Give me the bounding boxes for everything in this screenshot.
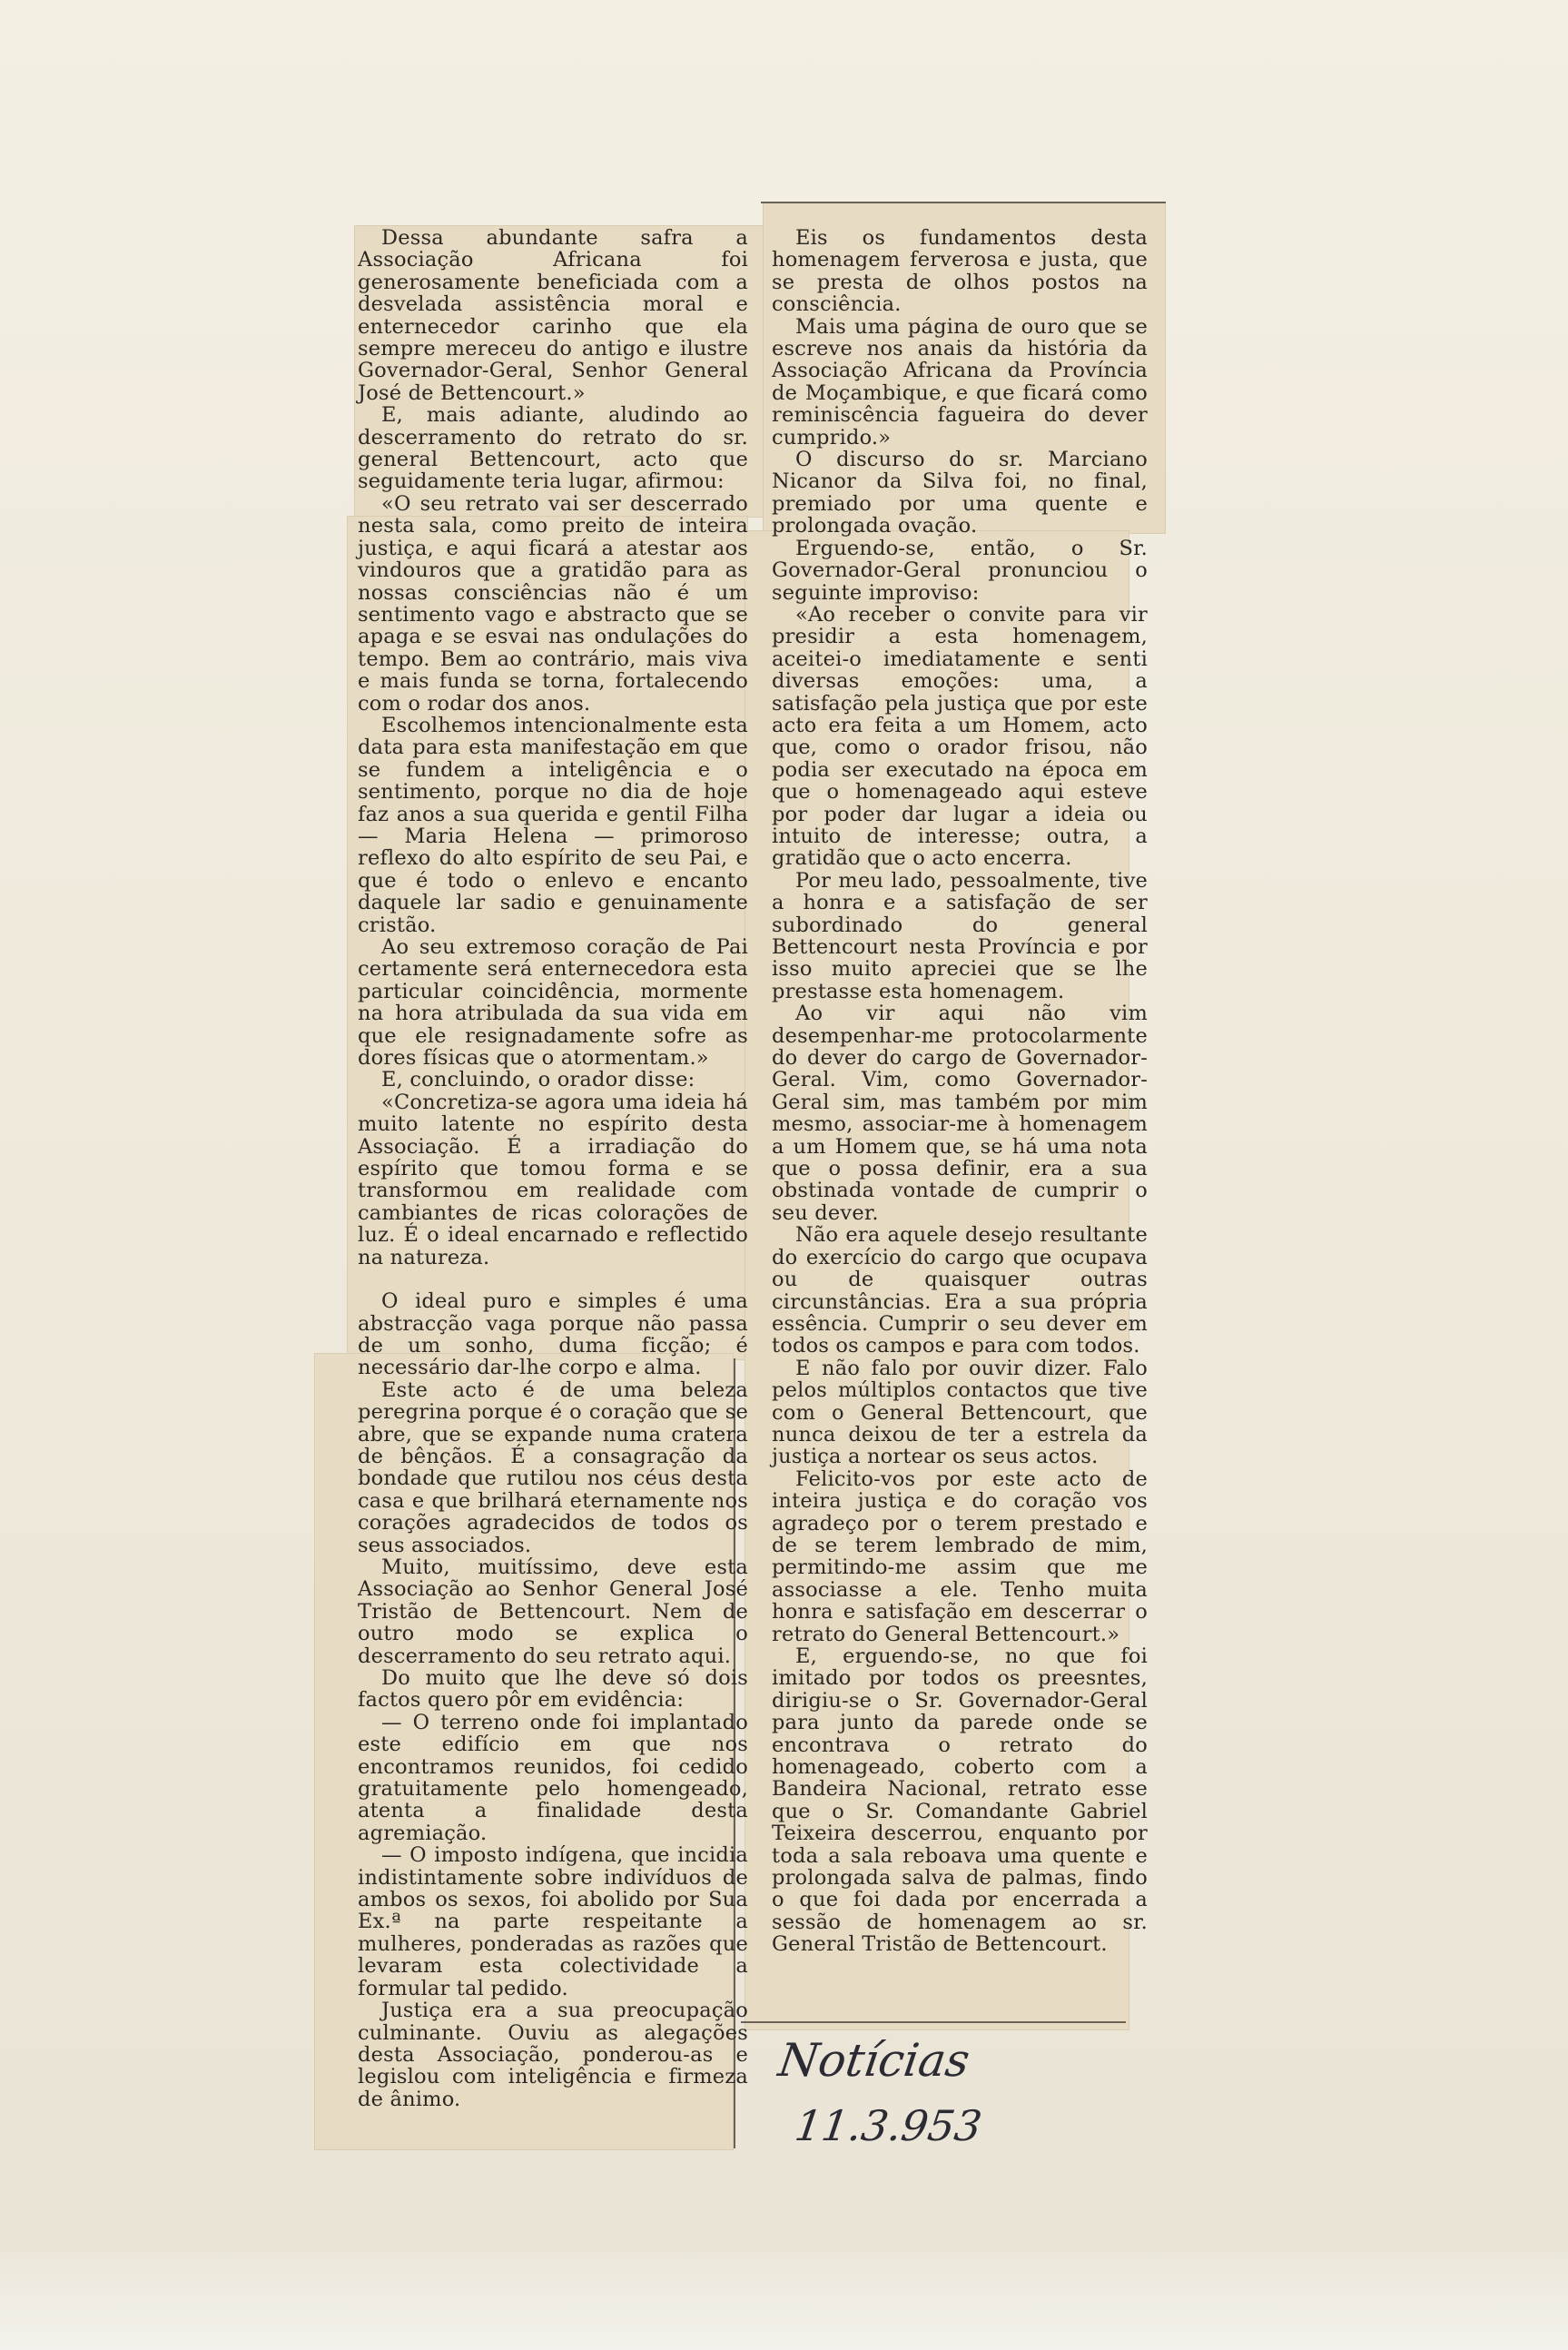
- paragraph: Felicito-vos por este acto de inteira justiça e do coração vos agradeço por o terem prestado e de se terem lembrado de mim, permitindo-me assim que me associasse a ele. Tenho muita honra e satisfação em descerrar o retrato do General Bettencourt.»: [772, 1466, 1148, 1646]
- paragraph: — O imposto indígena, que incidia indistintamente sobre indivíduos de ambos os sexos, foi abolido por Sua Ex.ª na parte respeitante a mulheres, ponderadas as razões que levaram esta colectividade a formular tal pedido.: [358, 1843, 748, 2000]
- paragraph: Muito, muitíssimo, deve esta Associação ao Senhor General José Tristão de Bettencourt. Nem de outro modo se explica o descerramento do seu retrato aqui.: [358, 1555, 748, 1668]
- handwritten-source: Notícias: [774, 2034, 973, 2087]
- paragraph: Escolhemos intencionalmente esta data para esta manifestação em que se fundem a inteligência e o sentimento, porque no dia de hoje faz anos a sua querida e gentil Filha — Maria Helena — primoroso reflexo do alto espírito de seu Pai, e que é todo o enlevo e encanto daquele lar sadio e genuinamente cristão.: [358, 713, 748, 937]
- paragraph: E, concluindo, o orador disse:: [381, 1068, 695, 1092]
- paragraph: Este acto é de uma beleza peregrina porque é o coração que se abre, que se expande numa cratera de bênçãos. É a consagração da bondade que rutilou nos céus desta casa e que brilhará eternamente nos corações agradecidos de todos os seus associados.: [358, 1377, 748, 1557]
- article-column-1: [358, 227, 748, 2143]
- handwritten-date: 11.3.953: [792, 2101, 985, 2150]
- paragraph: «Ao receber o convite para vir presidir a esta homenagem, aceitei-o imediatamente e senti diversas emoções: uma, a satisfação pela justiça que por este acto era feita a um Homem, acto que, como o orador frisou, não podia ser executado na época em que o homenageado aqui esteve por poder dar lugar a ideia ou intuito de interesse; outra, a gratidão que o acto encerra.: [772, 602, 1148, 871]
- paragraph: «O seu retrato vai ser descerrado nesta sala, como preito de inteira justiça, e aqui ficará a atestar aos vindouros que a gratidão para as nossas consciências não é um sentimento vago e abstracto que se apaga e se esvai nas ondulações do tempo. Bem ao contrário, mais viva e mais funda se torna, fortalecendo com o rodar dos anos.: [358, 491, 748, 716]
- paragraph: Dessa abundante safra a Associação Africana foi generosamente beneficiada com a desvelada assistência moral e enternecedor carinho que ela sempre mereceu do antigo e ilustre Governador-Geral, Senhor General José de Bettencourt.»: [358, 226, 748, 405]
- paragraph: Erguendo-se, então, o Sr. Governador-Geral pronunciou o seguinte improviso:: [772, 536, 1148, 605]
- paragraph: Justiça era a sua preocupação culminante. Ouviu as alegações desta Associação, ponderou-as e legislou com inteligência e firmeza de ânimo.: [358, 1999, 748, 2111]
- paragraph: Não era aquele desejo resultante do exercício do cargo que ocupava ou de quaisquer outras circunstâncias. Era a sua própria essência. Cumprir o seu dever em todos os campos e para com todos.: [772, 1223, 1148, 1358]
- paragraph: E, mais adiante, aludindo ao descerramento do retrato do sr. general Bettencourt, acto que seguidamente teria lugar, afirmou:: [358, 403, 748, 494]
- paragraph: Mais uma página de ouro que se escreve nos anais da história da Associação Africana da Província de Moçambique, e que ficará como reminiscência fagueira do dever cumprido.»: [772, 314, 1148, 449]
- scan-background: [0, 2252, 1568, 2350]
- article-column-2: [772, 227, 1148, 2007]
- paragraph: O discurso do sr. Marciano Nicanor da Silva foi, no final, premiado por uma quente e prolongada ovação.: [772, 448, 1148, 538]
- paragraph: Por meu lado, pessoalmente, tive a honra e a satisfação de ser subordinado do general Bettencourt nesta Província e por isso muito apreciei que se lhe prestasse esta homenagem.: [772, 868, 1148, 1003]
- column-rule-bottom: [741, 2021, 1126, 2023]
- paragraph: — O terreno onde foi implantado este edifício em que nos encontramos reunidos, foi cedido gratuitamente pelo homengeado, atenta a finalidade desta agremiação.: [358, 1710, 748, 1845]
- paragraph: Ao seu extremoso coração de Pai certamente será enternecedora esta particular coincidência, mormente na hora atribulada da sua vida em que ele resignadamente sofre as dores físicas que o atormentam.»: [358, 935, 748, 1071]
- paragraph: Ao vir aqui não vim desempenhar-me protocolarmente do dever do cargo de Governador-Geral. Vim, como Governador-Geral sim, mas também por mim mesmo, associar-me à homenagem a um Homem que, se há uma nota que o possa definir, era a sua obstinada vontade de cumprir o seu dever.: [772, 1002, 1148, 1225]
- paragraph: «Concretiza-se agora uma ideia há muito latente no espírito desta Associação. É a irradiação do espírito que tomou forma e se transformou em realidade com cambiantes de ricas colorações de luz. É o ideal encarnado e reflectido na natureza.: [358, 1090, 748, 1269]
- paragraph: O ideal puro e simples é uma abstracção vaga porque não passa de um sonho, duma ficção; é necessário dar-lhe corpo e alma.: [358, 1289, 748, 1380]
- paragraph: E, erguendo-se, no que foi imitado por todos os preesntes, dirigiu-se o Sr. Governador-Geral para junto da parede onde se encontrava o retrato do homenageado, coberto com a Bandeira Nacional, retrato esse que o Sr. Comandante Gabriel Teixeira descerrou, enquanto por toda a sala reboava uma quente e prolongada salva de palmas, findo o que foi dada por encerrada a sessão de homenagem ao sr. General Tristão de Bettencourt.: [772, 1644, 1148, 1957]
- paragraph: Do muito que lhe deve só dois factos quero pôr em evidência:: [358, 1666, 748, 1713]
- paragraph: Eis os fundamentos desta homenagem ferverosa e justa, que se presta de olhos postos na consciência.: [772, 226, 1148, 317]
- column-rule-top: [761, 202, 1166, 203]
- paragraph: E não falo por ouvir dizer. Falo pelos múltiplos contactos que tive com o General Bettencourt, que nunca deixou de ter a estrela da justiça a nortear os seus actos.: [772, 1356, 1148, 1469]
